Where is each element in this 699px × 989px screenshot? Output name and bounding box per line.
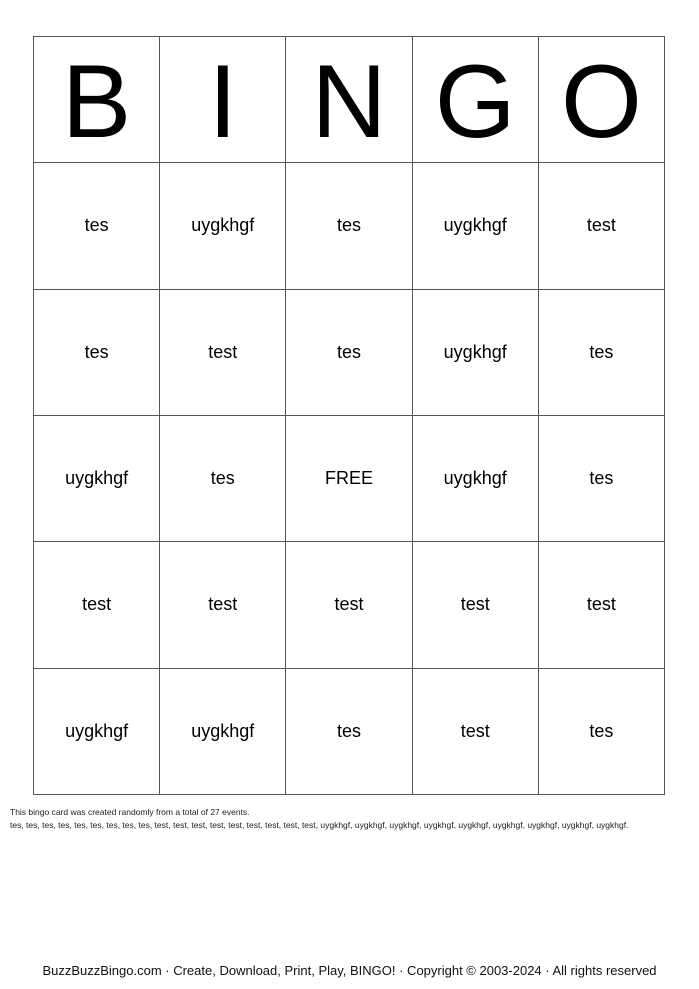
header-letter-o: O: [539, 37, 665, 163]
bingo-cell: uygkhgf: [413, 416, 539, 542]
card-info: [10, 806, 670, 832]
bingo-cell: tes: [539, 669, 665, 795]
bingo-cell: uygkhgf: [160, 669, 286, 795]
bingo-cell: tes: [34, 290, 160, 416]
bingo-cell: test: [34, 542, 160, 668]
bingo-cell: test: [539, 163, 665, 289]
bingo-cell: test: [539, 542, 665, 668]
bingo-cell: test: [160, 542, 286, 668]
free-space-cell: FREE: [286, 416, 412, 542]
bingo-cell: uygkhgf: [413, 290, 539, 416]
bingo-card: [33, 36, 665, 795]
header-letter-g: G: [413, 37, 539, 163]
bingo-cell: tes: [286, 669, 412, 795]
bingo-cell: tes: [539, 290, 665, 416]
header-letter-i: I: [160, 37, 286, 163]
bingo-cell: tes: [539, 416, 665, 542]
page-footer: BuzzBuzzBingo.com · Create, Download, Print, Play, BINGO! · Copyright © 2003-2024 · All rights reserved: [42, 963, 657, 978]
bingo-cell: test: [413, 669, 539, 795]
bingo-cell: tes: [34, 163, 160, 289]
bingo-cell: uygkhgf: [160, 163, 286, 289]
bingo-cell: uygkhgf: [413, 163, 539, 289]
bingo-cell: test: [160, 290, 286, 416]
bingo-cell: tes: [286, 290, 412, 416]
bingo-cell: test: [286, 542, 412, 668]
bingo-cell: test: [413, 542, 539, 668]
event-list: tes, tes, tes, tes, tes, tes, tes, tes, tes, test, test, test, test, test, test, test, test, test, uygkhgf, uygkhgf, uygkhgf, uygkhgf, uygkhgf, uygkhgf, uygkhgf, uygkhgf, uygkhgf.: [10, 820, 629, 830]
header-letter-n: N: [286, 37, 412, 163]
bingo-cell: tes: [286, 163, 412, 289]
header-letter-b: B: [34, 37, 160, 163]
bingo-cell: tes: [160, 416, 286, 542]
bingo-cell: uygkhgf: [34, 416, 160, 542]
card-summary: This bingo card was created randomly from a total of 27 events.: [10, 807, 250, 817]
bingo-cell: uygkhgf: [34, 669, 160, 795]
